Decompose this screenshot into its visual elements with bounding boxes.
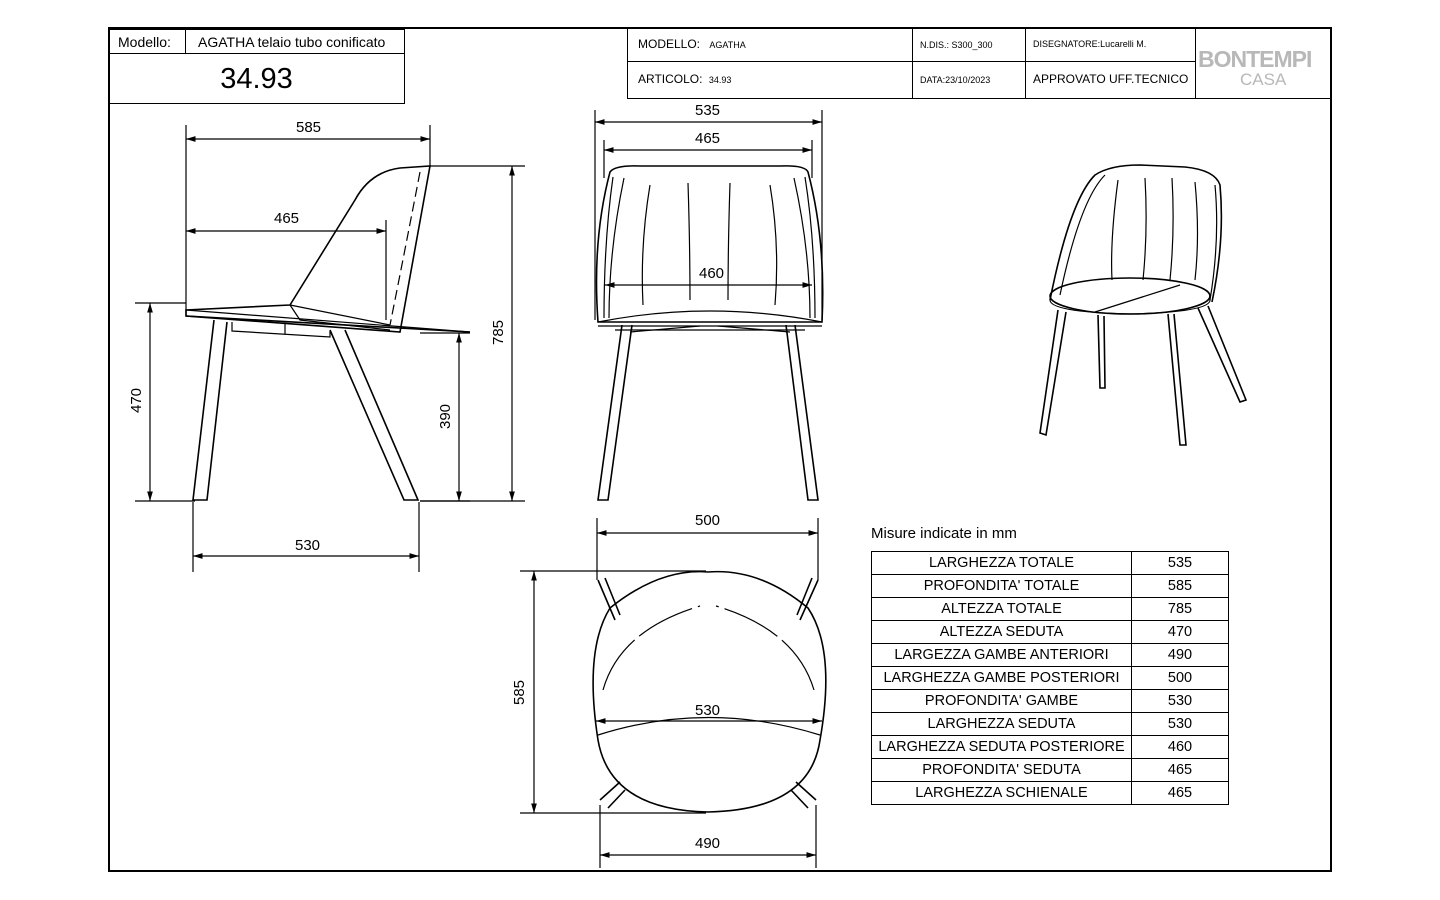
spec-label: ALTEZZA SEDUTA (872, 621, 1132, 644)
spec-value: 585 (1132, 575, 1229, 598)
dim-label-leg-depth: 530 (295, 537, 321, 554)
table-row (872, 621, 1229, 644)
table-row (872, 782, 1229, 805)
spec-label: LARGHEZZA SCHIENALE (872, 782, 1132, 805)
spec-label: LARGEZZA GAMBE ANTERIORI (872, 644, 1132, 667)
table-row (872, 598, 1229, 621)
table-row (872, 690, 1229, 713)
spec-label: PROFONDITA' SEDUTA (872, 759, 1132, 782)
spec-value: 460 (1132, 736, 1229, 759)
tb-approvato: APPROVATO UFF.TECNICO (1033, 72, 1189, 86)
model-label: Modello: (109, 30, 186, 54)
spec-label: LARGHEZZA SEDUTA POSTERIORE (872, 736, 1132, 759)
article-code: 34.93 (220, 63, 293, 95)
table-row (872, 667, 1229, 690)
spec-value: 465 (1132, 759, 1229, 782)
dim-label-total-width: 535 (695, 102, 721, 119)
spec-value: 535 (1132, 552, 1229, 575)
spec-label: LARGHEZZA SEDUTA (872, 713, 1132, 736)
table-row (872, 552, 1229, 575)
spec-value: 530 (1132, 713, 1229, 736)
table-row (872, 736, 1229, 759)
spec-label: LARGHEZZA TOTALE (872, 552, 1132, 575)
tb-disegnatore: DISEGNATORE:Lucarelli M. (1033, 39, 1147, 49)
spec-value: 500 (1132, 667, 1229, 690)
dim-label-front-legs: 490 (695, 835, 721, 852)
brand-logo: BONTEMPI (1198, 46, 1312, 72)
spec-value: 465 (1132, 782, 1229, 805)
dim-label-total-height: 785 (490, 319, 508, 346)
tb-articolo-label: ARTICOLO: (638, 72, 703, 86)
dim-label-back-width: 465 (695, 130, 721, 147)
units-note: Misure indicate in mm (871, 525, 1017, 542)
dim-label-rear-legs: 500 (695, 512, 721, 529)
tb-articolo-value: 34.93 (708, 75, 732, 85)
spec-value: 470 (1132, 621, 1229, 644)
spec-label: ALTEZZA TOTALE (872, 598, 1132, 621)
table-row (872, 713, 1229, 736)
spec-value: 490 (1132, 644, 1229, 667)
tb-ndis: N.DIS.: S300_300 (920, 40, 993, 50)
spec-label: PROFONDITA' GAMBE (872, 690, 1132, 713)
spec-label: LARGHEZZA GAMBE POSTERIORI (872, 667, 1132, 690)
perspective-view (1040, 165, 1246, 445)
spec-label: PROFONDITA' TOTALE (872, 575, 1132, 598)
table-row (872, 644, 1229, 667)
model-value: AGATHA telaio tubo conificato (198, 34, 386, 50)
spec-value: 785 (1132, 598, 1229, 621)
dim-label-top-depth: 585 (511, 679, 529, 706)
table-row (872, 759, 1229, 782)
dim-label-inner-height: 390 (437, 403, 455, 430)
brand-logo-sub: CASA (1240, 70, 1287, 89)
front-view (595, 110, 823, 500)
top-view (520, 518, 826, 868)
spec-value: 530 (1132, 690, 1229, 713)
dim-label-seat-depth: 465 (274, 210, 300, 227)
dim-label-seat-width: 530 (695, 702, 721, 719)
dim-label-depth-total: 585 (296, 119, 322, 136)
dim-label-seat-height: 470 (128, 387, 146, 414)
side-view (135, 125, 525, 572)
specs-table (871, 551, 1229, 805)
table-row (872, 575, 1229, 598)
tb-data: DATA:23/10/2023 (920, 75, 991, 85)
tb-modello-value: AGATHA (709, 40, 746, 50)
tb-modello-label: MODELLO: (638, 37, 701, 51)
dim-label-rear-seat-width: 460 (699, 265, 725, 282)
